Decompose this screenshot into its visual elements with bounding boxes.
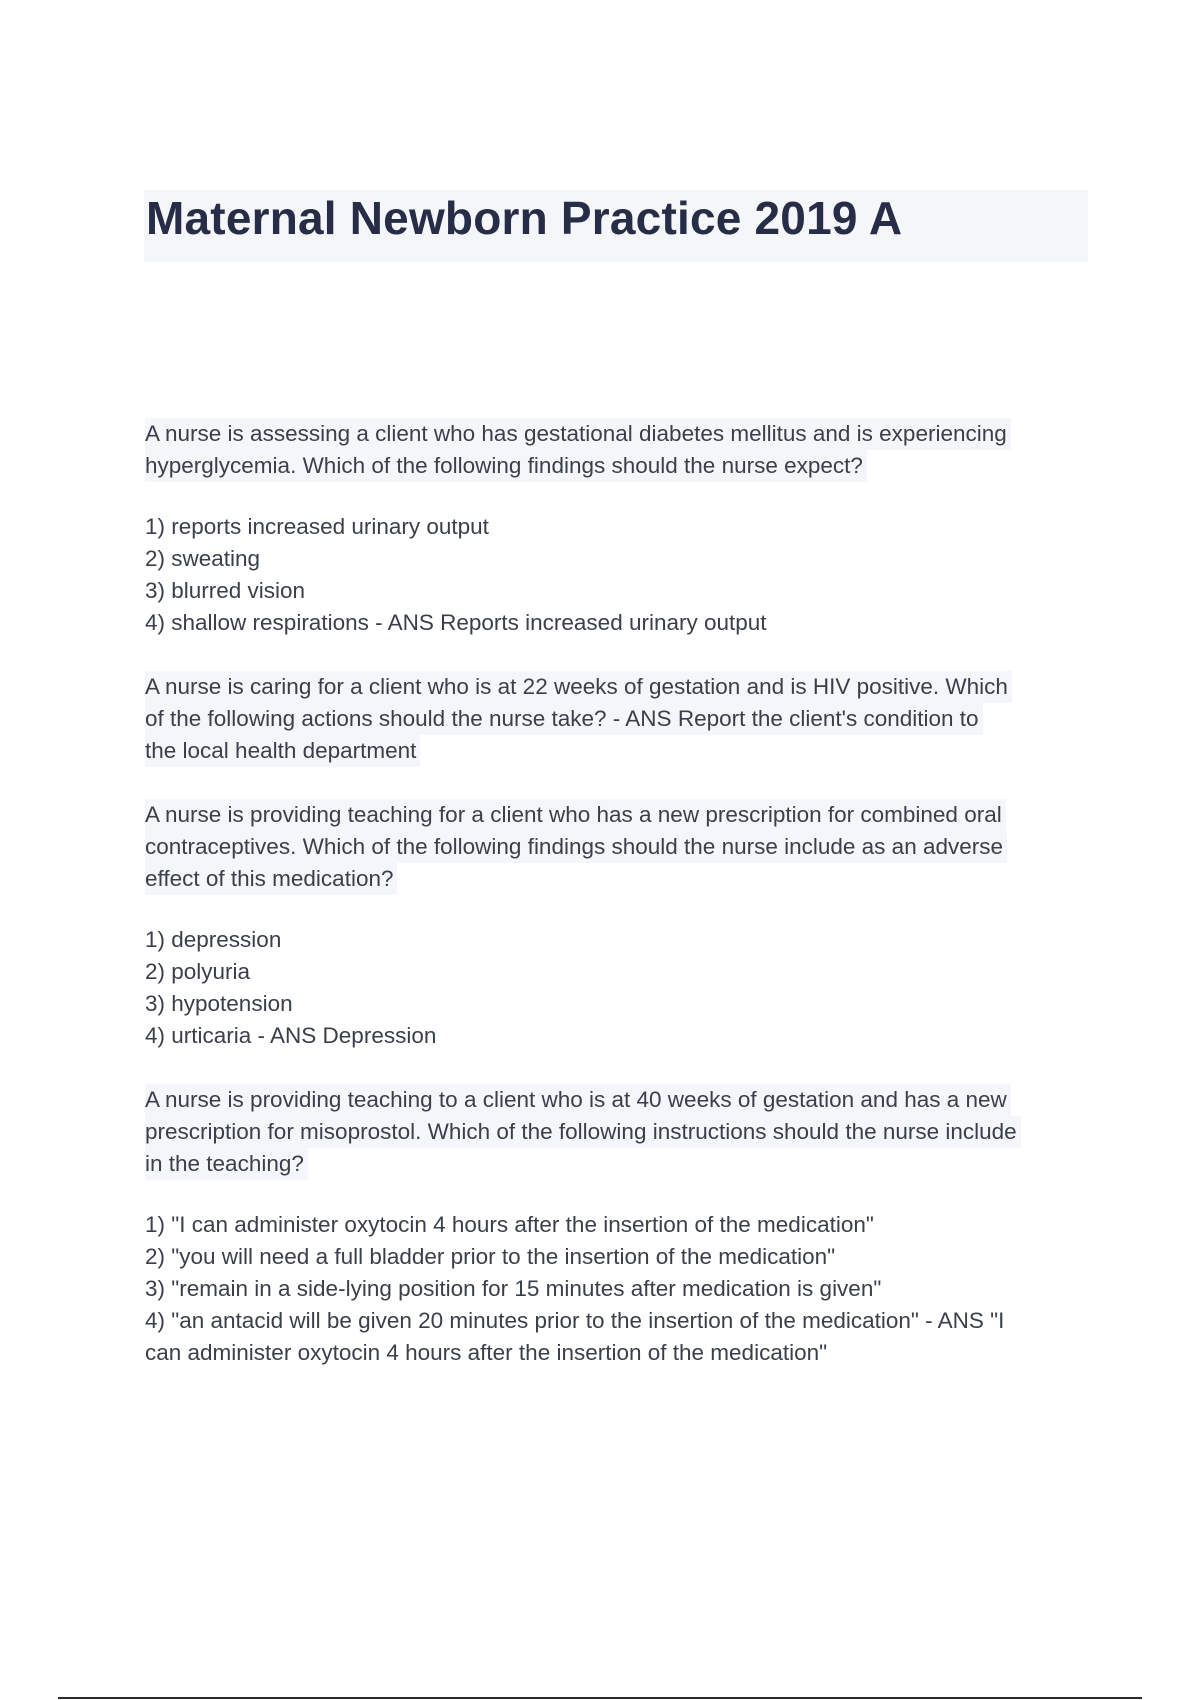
stem-line: the local health department <box>145 735 420 767</box>
question-stem <box>145 1084 1085 1180</box>
question-1 <box>145 418 1085 639</box>
option-item: 4) "an antacid will be given 20 minutes prior to the insertion of the medication" - ANS "I <box>145 1308 1005 1333</box>
option-item: 4) urticaria - ANS Depression <box>145 1023 437 1048</box>
stem-line: contraceptives. Which of the following findings should the nurse include as an adverse <box>145 831 1007 863</box>
option-item: 2) polyuria <box>145 959 251 984</box>
stem-line: effect of this medication? <box>145 863 397 895</box>
option-item: 2) "you will need a full bladder prior to the insertion of the medication" <box>145 1244 836 1269</box>
stem-line: in the teaching? <box>145 1148 308 1180</box>
option-item: 3) hypotension <box>145 991 293 1016</box>
option-item: 1) reports increased urinary output <box>145 514 489 539</box>
question-stem <box>145 418 1085 482</box>
stem-line: A nurse is assessing a client who has gestational diabetes mellitus and is experiencing <box>145 418 1011 450</box>
page-title: Maternal Newborn Practice 2019 A <box>146 192 903 244</box>
option-item: 1) "I can administer oxytocin 4 hours after the insertion of the medication" <box>145 1212 874 1237</box>
stem-line: prescription for misoprostol. Which of the following instructions should the nurse include <box>145 1116 1021 1148</box>
answer-options <box>145 511 1085 639</box>
page-bottom-divider <box>58 1697 1142 1699</box>
stem-line: A nurse is providing teaching for a client who has a new prescription for combined oral <box>145 799 1006 831</box>
answer-options <box>145 1209 1085 1369</box>
stem-line: hyperglycemia. Which of the following findings should the nurse expect? <box>145 450 867 482</box>
option-item: 1) depression <box>145 927 282 952</box>
answer-options <box>145 924 1085 1052</box>
option-item: can administer oxytocin 4 hours after the insertion of the medication" <box>145 1340 828 1365</box>
question-2 <box>145 671 1085 767</box>
question-stem <box>145 799 1085 895</box>
questions-container <box>145 418 1085 1401</box>
stem-line: A nurse is caring for a client who is at 22 weeks of gestation and is HIV positive. Which <box>145 671 1012 703</box>
question-stem <box>145 671 1085 767</box>
stem-line: A nurse is providing teaching to a client who is at 40 weeks of gestation and has a new <box>145 1084 1011 1116</box>
question-3 <box>145 799 1085 1052</box>
option-item: 3) blurred vision <box>145 578 306 603</box>
option-item: 4) shallow respirations - ANS Reports increased urinary output <box>145 610 767 635</box>
option-item: 3) "remain in a side-lying position for 15 minutes after medication is given" <box>145 1276 882 1301</box>
question-4 <box>145 1084 1085 1369</box>
option-item: 2) sweating <box>145 546 261 571</box>
stem-line: of the following actions should the nurse take? - ANS Report the client's condition to <box>145 703 983 735</box>
